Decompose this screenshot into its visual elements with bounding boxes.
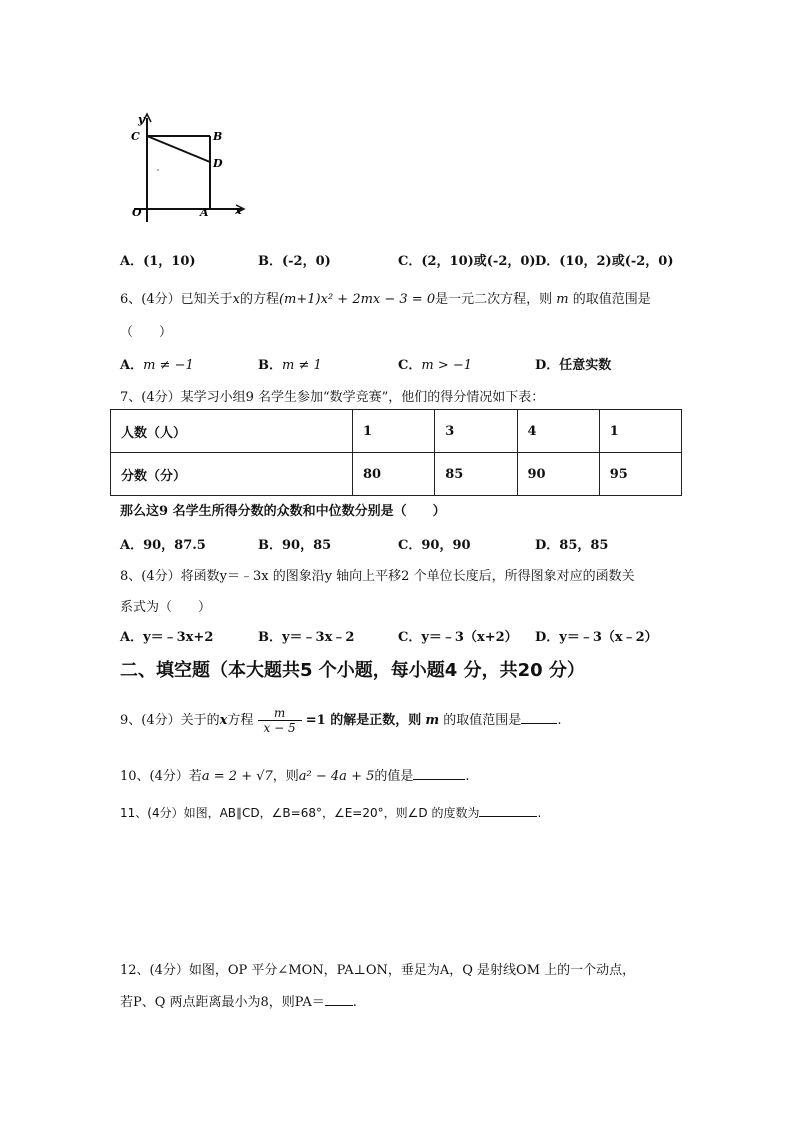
q6-paren: （ ） (120, 325, 173, 340)
q11-stem: 11、(4分）如图，AB∥CD，∠B=68°，∠E=20°，则∠D 的度数为 . (120, 806, 542, 820)
q7-choice-a[interactable]: A．90，87.5 (120, 538, 206, 553)
label-O: O (132, 206, 142, 219)
q7-choice-b[interactable]: B．90，85 (258, 538, 332, 553)
section-title: 二、填空题（本大题共5 个小题，每小题4 分，共20 分） (120, 660, 585, 681)
dot (157, 169, 159, 171)
table-cell: 1 (353, 410, 435, 453)
q5-choice-a[interactable]: A．(1，10) (120, 254, 196, 269)
label-y: y (138, 113, 145, 126)
q8-stem-line2: 系式为（ ） (120, 600, 212, 615)
q5-choice-b[interactable]: B．(-2，0) (258, 254, 331, 269)
q7-question: 那么这9 名学生所得分数的众数和中位数分别是（ ） (120, 504, 446, 519)
q8-choice-b[interactable]: B．y＝﹣3x﹣2 (258, 630, 355, 645)
q7-choice-d[interactable]: D．85，85 (535, 538, 609, 553)
label-x: x (235, 204, 242, 217)
answer-blank[interactable] (479, 804, 537, 817)
q6-choice-b[interactable]: B．m ≠ 1 (258, 358, 322, 373)
q7-stem: 7、(4分）某学习小组9 名学生参加“数学竞赛”，他们的得分情况如下表： (120, 390, 545, 405)
q10-stem: 10、(4分）若a = 2 + √7，则a² − 4a + 5的值是 . (120, 769, 470, 784)
table-cell: 分数（分） (111, 453, 353, 496)
q6-choice-c[interactable]: C．m > −1 (398, 358, 473, 373)
q8-stem-line1: 8、(4分）将函数y＝﹣3x 的图象沿y 轴向上平移2 个单位长度后，所得图象对应的函数关 (120, 569, 635, 584)
table-row (111, 410, 682, 453)
answer-blank[interactable] (413, 767, 465, 780)
table-cell: 3 (435, 410, 517, 453)
q9-stem: 9、(4分）关于的x方程 $\frac{m}{x - 5}$ =1 的解是正数，则 m 的取值范围是 . (120, 706, 562, 735)
answer-blank[interactable] (325, 993, 353, 1006)
q8-choice-d[interactable]: D．y＝﹣3（x﹣2） (535, 630, 658, 645)
table-cell: 85 (435, 453, 517, 496)
score-table (110, 409, 682, 496)
segment-CD (147, 136, 210, 162)
answer-blank[interactable] (521, 711, 557, 724)
label-C: C (131, 130, 140, 143)
q5-choice-c[interactable]: C．(2，10)或(-2，0) (398, 254, 536, 269)
label-D: D (213, 157, 223, 170)
q6-stem: 6、(4分）已知关于x的方程(m+1)x² + 2mx − 3 = 0是一元二次方程，则 m 的取值范围是 (120, 292, 651, 307)
q6-choice-d[interactable]: D．任意实数 (535, 358, 612, 373)
coordinate-figure (130, 110, 255, 230)
table-cell: 1 (599, 410, 681, 453)
q5-choice-d[interactable]: D．(10，2)或(-2，0) (535, 254, 674, 269)
q12-stem-line2: 若P、Q 两点距离最小为8，则PA＝ . (120, 995, 357, 1010)
fraction: $\frac{m}{x - 5}$ (258, 706, 302, 735)
label-B: B (213, 130, 223, 143)
q7-choice-c[interactable]: C．90，90 (398, 538, 471, 553)
table-row (111, 453, 682, 496)
table-cell: 90 (517, 453, 599, 496)
q8-choice-a[interactable]: A．y＝﹣3x+2 (120, 630, 214, 645)
table-cell: 95 (599, 453, 681, 496)
table-cell: 80 (353, 453, 435, 496)
label-A: A (200, 206, 209, 219)
q6-choice-a[interactable]: A．m ≠ −1 (120, 358, 194, 373)
table-cell: 4 (517, 410, 599, 453)
q8-choice-c[interactable]: C．y＝﹣3（x+2） (398, 630, 518, 645)
table-cell: 人数（人） (111, 410, 353, 453)
q12-stem-line1: 12、(4分）如图，OP 平分∠MON，PA⊥ON，垂足为A，Q 是射线OM 上的一个动点， (120, 963, 636, 978)
